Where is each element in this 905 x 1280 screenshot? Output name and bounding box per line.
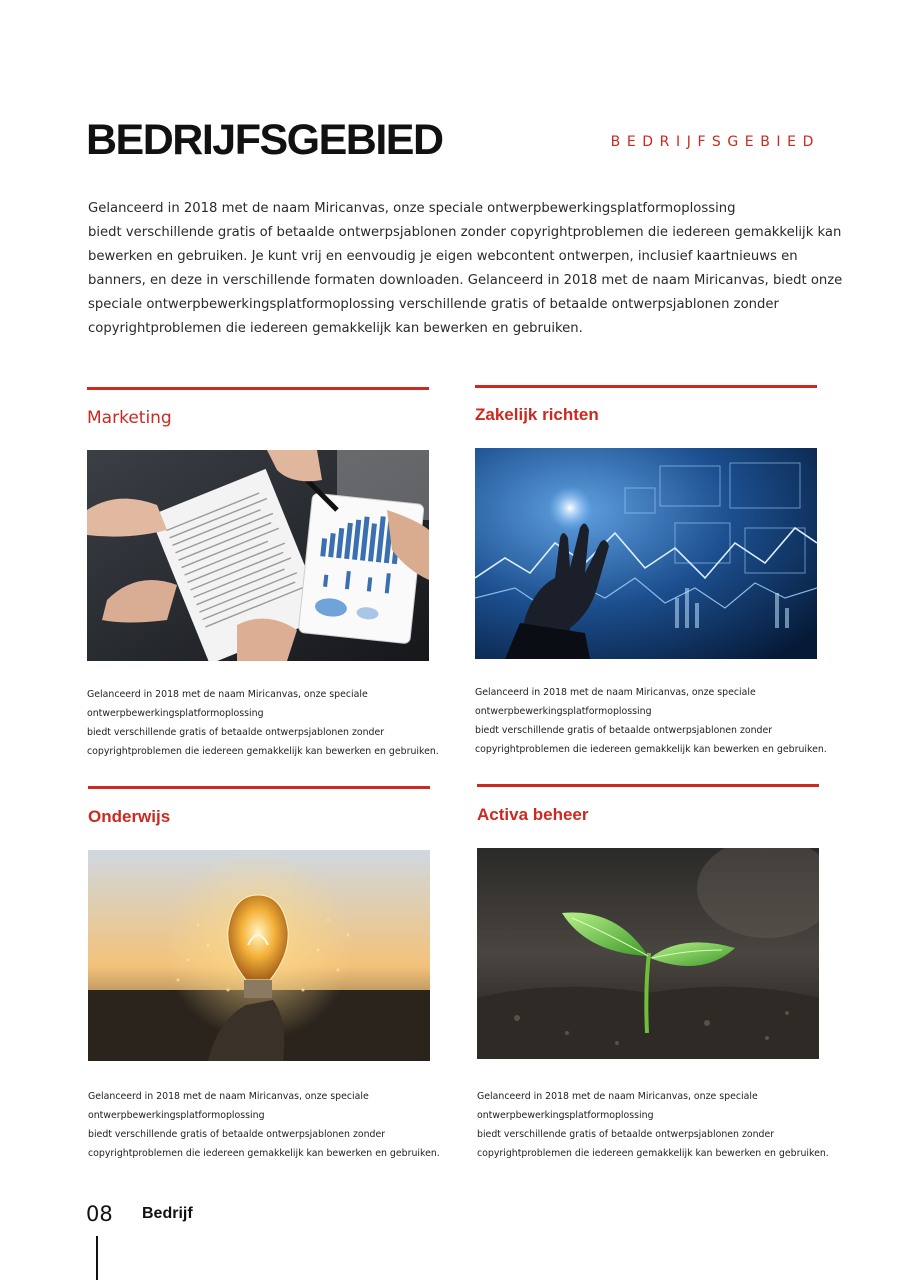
card-description <box>87 685 437 761</box>
card-line: copyrightproblemen die iedereen gemakkelijk kan bewerken en gebruiken. <box>88 1148 440 1159</box>
card-line: biedt verschillende gratis of betaalde ontwerpsjablonen zonder <box>88 1129 386 1140</box>
card-line: ontwerpbewerkingsplatformoplossing <box>88 1110 265 1121</box>
education-photo-illustration <box>88 850 430 1061</box>
business-photo <box>475 448 817 659</box>
card-line: ontwerpbewerkingsplatformoplossing <box>477 1110 654 1121</box>
education-photo <box>88 850 430 1061</box>
card-divider <box>477 784 819 787</box>
intro-line: bewerken en gebruiken. Je kunt vrij en eenvoudig je eigen webcontent ontwerpen, inclusief kaartnieuws en <box>88 249 798 264</box>
marketing-photo <box>87 450 429 661</box>
card-heading: Activa beheer <box>477 805 589 824</box>
card-description <box>477 1087 829 1163</box>
footer-label: Bedrijf <box>142 1205 193 1222</box>
page-number: 08 <box>86 1202 113 1226</box>
card-description <box>475 683 825 759</box>
card-line: Gelanceerd in 2018 met de naam Miricanvas, onze speciale <box>88 1091 369 1102</box>
card-zakelijk-richten <box>475 385 827 755</box>
card-divider <box>88 786 430 789</box>
intro-line: speciale ontwerpbewerkingsplatformoplossing verschillende gratis of betaalde ontwerpsjablonen zonder <box>88 297 779 312</box>
card-line: biedt verschillende gratis of betaalde ontwerpsjablonen zonder <box>87 727 385 738</box>
card-line: Gelanceerd in 2018 met de naam Miricanvas, onze speciale <box>477 1091 758 1102</box>
asset-photo-illustration <box>477 848 819 1059</box>
card-line: copyrightproblemen die iedereen gemakkelijk kan bewerken en gebruiken. <box>475 744 827 755</box>
card-line: Gelanceerd in 2018 met de naam Miricanvas, onze speciale <box>475 687 756 698</box>
business-photo-illustration <box>475 448 817 659</box>
intro-line: Gelanceerd in 2018 met de naam Miricanvas, onze speciale ontwerpbewerkingsplatformoplossing <box>88 201 736 216</box>
card-onderwijs <box>88 786 440 1159</box>
card-line: biedt verschillende gratis of betaalde ontwerpsjablonen zonder <box>475 725 773 736</box>
page-subtitle: BEDRIJFSGEBIED <box>610 134 820 150</box>
intro-line: copyrightproblemen die iedereen gemakkelijk kan bewerken en gebruiken. <box>88 321 583 336</box>
card-divider <box>475 385 817 388</box>
card-heading: Marketing <box>87 408 172 428</box>
intro-line: biedt verschillende gratis of betaalde ontwerpsjablonen zonder copyrightproblemen die iedereen gemakkelijk kan <box>88 225 842 240</box>
card-divider <box>87 387 429 390</box>
footer-vertical-rule <box>96 1236 98 1280</box>
card-line: Gelanceerd in 2018 met de naam Miricanvas, onze speciale <box>87 689 368 700</box>
card-line: copyrightproblemen die iedereen gemakkelijk kan bewerken en gebruiken. <box>87 746 439 757</box>
asset-photo <box>477 848 819 1059</box>
page-title: BEDRIJFSGEBIED <box>86 116 443 164</box>
intro-line: banners, en deze in verschillende formaten downloaden. Gelanceerd in 2018 met de naam Miricanvas, biedt onze <box>88 273 843 288</box>
card-activa-beheer <box>477 784 829 1159</box>
card-line: ontwerpbewerkingsplatformoplossing <box>87 708 264 719</box>
card-heading: Zakelijk richten <box>475 405 599 424</box>
intro-paragraph <box>88 197 843 341</box>
card-line: biedt verschillende gratis of betaalde ontwerpsjablonen zonder <box>477 1129 775 1140</box>
card-heading: Onderwijs <box>88 807 171 826</box>
card-description <box>88 1087 438 1163</box>
card-line: copyrightproblemen die iedereen gemakkelijk kan bewerken en gebruiken. <box>477 1148 829 1159</box>
card-marketing <box>87 387 439 757</box>
marketing-photo-illustration <box>87 450 429 661</box>
card-line: ontwerpbewerkingsplatformoplossing <box>475 706 652 717</box>
